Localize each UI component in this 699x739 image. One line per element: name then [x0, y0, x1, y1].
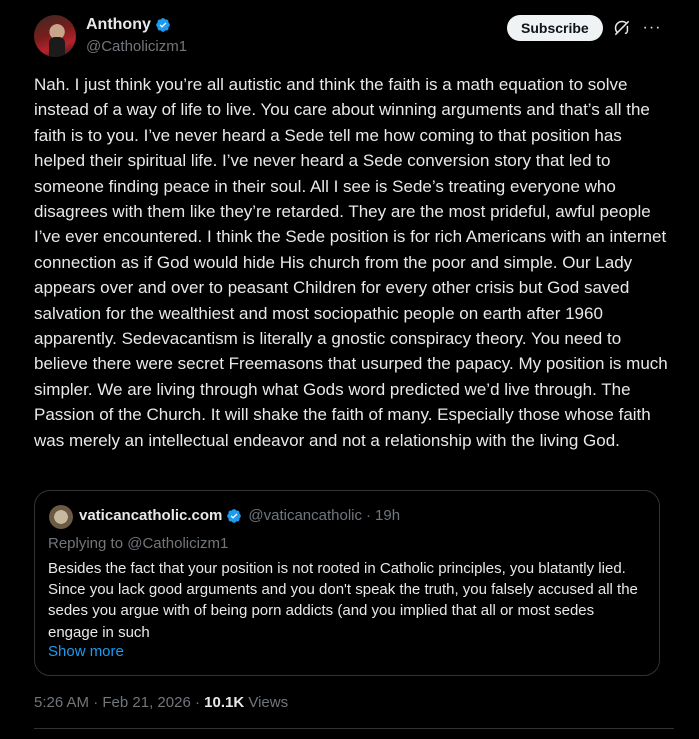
quoted-author-name[interactable]: vaticancatholic.com: [79, 507, 223, 524]
quoted-time[interactable]: 19h: [375, 507, 401, 524]
show-more-link[interactable]: Show more: [48, 643, 124, 660]
author-handle[interactable]: @Catholicizm1: [86, 38, 188, 55]
meta-separator: ·: [194, 694, 200, 711]
quoted-author-avatar[interactable]: [49, 505, 73, 529]
views-count: 10.1K: [204, 694, 245, 711]
divider: [34, 728, 674, 729]
verified-badge-icon: [226, 508, 242, 524]
meta-separator: ·: [93, 694, 99, 711]
quoted-author-handle[interactable]: @vaticancatholic: [248, 507, 363, 524]
more-options-icon[interactable]: ···: [642, 19, 662, 36]
subscribe-button[interactable]: Subscribe: [507, 15, 603, 41]
author-name[interactable]: Anthony: [86, 16, 151, 33]
quoted-post[interactable]: [34, 490, 660, 676]
post-time[interactable]: 5:26 AM: [34, 694, 90, 711]
post-text: Nah. I just think you’re all autistic and think the faith is a math equation to solve instead of a way of life to live. You care about winning arguments and that’s all the faith is to you. I’ve never heard a Sede tell me how coming to that position has helped their spiritual life. I’ve never heard a Sede conversion story that led to someone finding peace in their soul. All I see is Sede’s treating everyone who disagrees with them like they’re retarded. They are the most prideful, awful people I’ve ever encountered. I think the Sede position is for rich Americans with an internet connection as if God would hide His church from the poor and simple. Our Lady appears over and over to peasant Children for every other crisis but God saved salvation for the wealthiest and most sociopathic people on earth after 1960 apparently. Sedevacantism is literally a gnostic conspiracy theory. You need to believe there were secret Freemasons that usurped the papacy. My position is much simpler. We are living through what Gods word predicted we’d live through. The Passion of the Church. It will shake the faith of many. Especially those whose faith was merely an intellectual endeavor and not a relationship with the living God.: [34, 75, 668, 450]
author-name-row[interactable]: [86, 16, 171, 34]
post-meta: [34, 694, 288, 711]
quoted-text: Besides the fact that your position is not rooted in Catholic principles, you blatantly lied. Since you lack good arguments and you don't speak the truth, you falsely accused all the sedes you argue with of being porn addicts (and you implied that all or most sedes engage in such: [48, 560, 638, 641]
views-label: Views: [248, 694, 289, 711]
quoted-replying-to: Replying to @Catholicizm1: [48, 535, 229, 552]
verified-badge-icon: [155, 17, 171, 33]
grok-icon[interactable]: [612, 18, 632, 38]
post-date[interactable]: Feb 21, 2026: [102, 694, 191, 711]
quoted-separator: ·: [366, 507, 372, 524]
quoted-header: [79, 507, 400, 524]
author-avatar[interactable]: [34, 15, 76, 57]
